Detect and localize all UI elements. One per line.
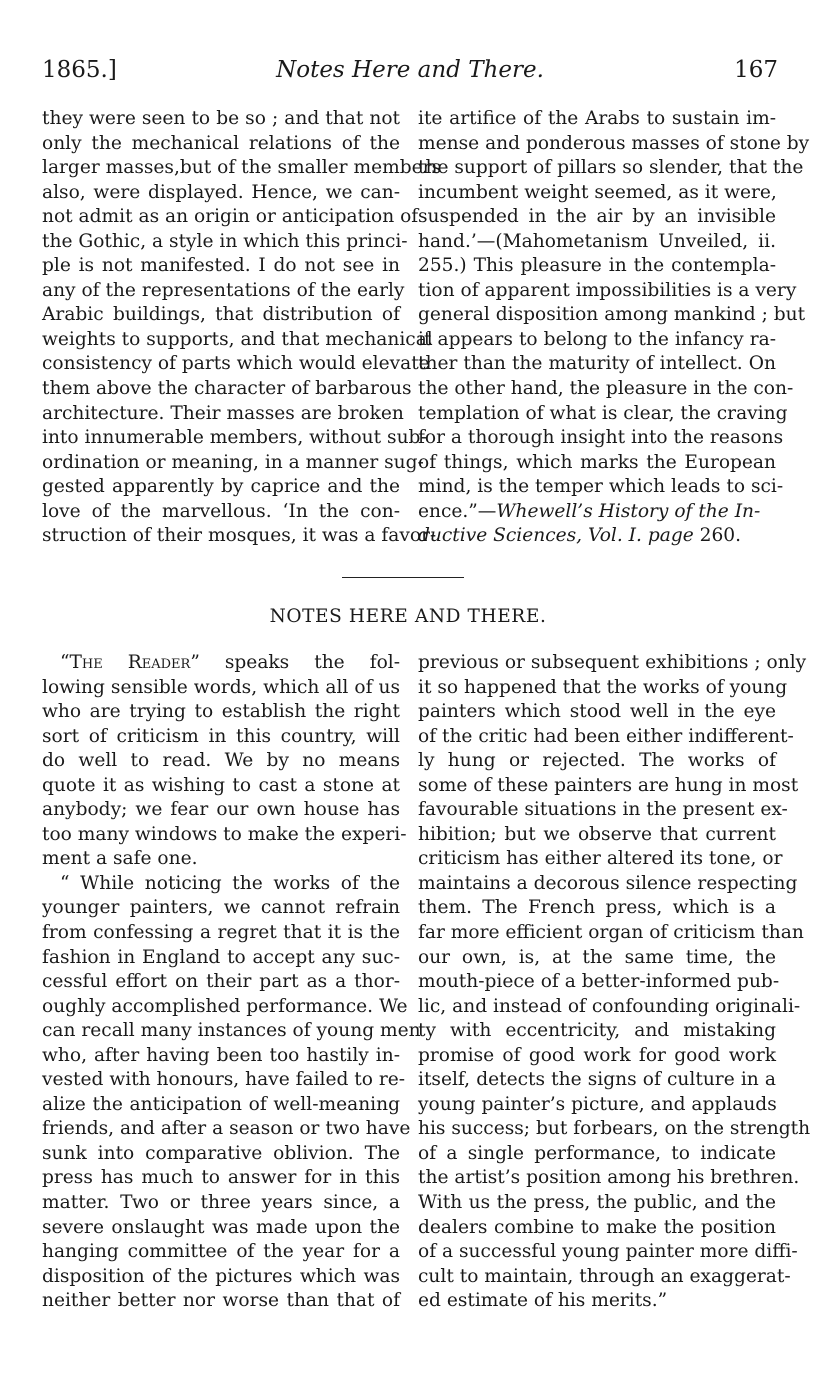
text-line: them above the character of barbarous [42, 378, 412, 400]
text-line: cult to maintain, through an exaggerat- [418, 1265, 791, 1287]
text-line: With us the press, the public, and the [418, 1192, 776, 1214]
text-line: disposition of the pictures which was [42, 1265, 400, 1287]
text-line: into innumerable members, without sub- [42, 427, 427, 449]
text-line: do well to read. We by no means [42, 750, 400, 772]
text-line: love of the marvellous. ‘In the con- [42, 500, 400, 522]
section-heading: NOTES HERE AND THERE. [269, 606, 547, 627]
text-line: only the mechanical relations of the [42, 132, 400, 154]
text-line: struction of their mosques, it was a favor- [42, 525, 437, 547]
text-line: matter. Two or three years since, a [42, 1192, 400, 1214]
bottom-right-column [418, 651, 811, 1314]
text-line: them. The French press, which is a [418, 897, 776, 919]
text-line: ed estimate of his merits.” [418, 1290, 668, 1312]
citation-line-1 [418, 500, 776, 525]
citation-lead: ence.”— [418, 500, 497, 522]
text-line: younger painters, we cannot refrain [42, 897, 400, 919]
text-line: his success; but forbears, on the strength [418, 1118, 811, 1140]
text-line: sort of criticism in this country, will [42, 725, 400, 747]
citation-page: 260. [693, 525, 742, 547]
text-line: neither better nor worse than that of [42, 1290, 400, 1312]
text-line: quote it as wishing to cast a stone at [42, 774, 400, 796]
text-line: can recall many instances of young men [42, 1020, 421, 1042]
text-line: Arabic buildings, that distribution of [42, 304, 400, 326]
text-line: suspended in the air by an invisible [418, 206, 776, 228]
text-line: for a thorough insight into the reasons [418, 427, 784, 449]
text-line: also, were displayed. Hence, we can- [42, 181, 400, 203]
text-line: ordination or meaning, in a manner sug- [42, 451, 424, 473]
text-line: mouth-piece of a better-informed pub- [418, 971, 780, 993]
text-line: larger masses,but of the smaller members [42, 157, 442, 179]
intro-paragraph [42, 676, 407, 872]
text-line: itself, detects the signs of culture in a [418, 1069, 776, 1091]
text-line: anybody; we fear our own house has [42, 799, 400, 821]
text-line: of a successful young painter more diffi- [418, 1241, 798, 1263]
text-line: severe onslaught was made upon the [42, 1216, 400, 1238]
bottom-left-column [42, 651, 421, 1314]
text-line: too many windows to make the experi- [42, 823, 407, 845]
text-line: promise of good work for good work [418, 1044, 776, 1066]
quote-intro-line [42, 651, 400, 676]
header-year: 1865.] [42, 57, 117, 83]
text-line: cessful effort on their part as a thor- [42, 971, 400, 993]
text-line: ther than the maturity of intellect. On [418, 353, 776, 375]
text-line: weights to supports, and that mechanical [42, 328, 433, 350]
text-line: who are trying to establish the right [42, 701, 400, 723]
text-line: our own, is, at the same time, the [418, 946, 776, 968]
text-line: who, after having been too hastily in- [42, 1044, 400, 1066]
running-header [42, 52, 778, 88]
text-line: “ While noticing the works of the [60, 872, 400, 894]
text-line: of things, which marks the European [418, 451, 776, 473]
text-line: tion of apparent impossibilities is a very [418, 279, 797, 301]
text-line: consistency of parts which would elevate [42, 353, 430, 375]
text-line: templation of what is clear, the craving [418, 402, 788, 424]
running-title: Notes Here and There. [276, 57, 544, 83]
section-divider [342, 577, 464, 578]
top-right-lines [418, 107, 810, 500]
text-line: any of the representations of the early [42, 279, 405, 301]
open-quote: “ [60, 652, 70, 673]
quoted-paragraph-left [42, 872, 421, 1314]
intro-rest: ” speaks the fol- [190, 652, 400, 673]
citation-line-2 [418, 524, 776, 549]
text-line: the Gothic, a style in which this princi- [42, 230, 408, 252]
top-left-column [42, 107, 442, 549]
text-line: they were seen to be so ; and that not [42, 108, 400, 129]
text-line: of the critic had been either indifferent- [418, 725, 794, 747]
text-line: young painter’s picture, and applauds [418, 1093, 777, 1115]
text-line: ite artifice of the Arabs to sustain im- [418, 108, 776, 129]
text-line: ple is not manifested. I do not see in [42, 255, 400, 277]
text-line: it appears to belong to the infancy ra- [418, 328, 776, 350]
text-line: lic, and instead of confounding originali- [418, 995, 801, 1017]
text-line: alize the anticipation of well-meaning [42, 1093, 400, 1115]
text-line: mind, is the temper which leads to sci- [418, 476, 784, 498]
text-line: oughly accomplished performance. We [42, 995, 408, 1017]
publication-name: The Reader [69, 652, 191, 673]
text-line: hand.’—(Mahometanism Unveiled, ii. [418, 230, 776, 252]
text-line: maintains a decorous silence respecting [418, 872, 798, 894]
text-line: hibition; but we observe that current [418, 823, 776, 845]
text-line: mense and ponderous masses of stone by [418, 132, 810, 154]
text-line: ty with eccentricity, and mistaking [418, 1020, 776, 1042]
text-line: lowing sensible words, which all of us [42, 676, 400, 698]
page-number: 167 [734, 57, 778, 83]
top-right-column [418, 107, 810, 549]
text-line: far more efficient organ of criticism than [418, 922, 804, 944]
text-line: some of these painters are hung in most [418, 774, 799, 796]
text-line: 255.) This pleasure in the contempla- [418, 255, 776, 277]
text-line: hanging committee of the year for a [42, 1241, 400, 1263]
text-line: the other hand, the pleasure in the con- [418, 378, 794, 400]
text-line: it so happened that the works of young [418, 676, 788, 698]
text-line: vested with honours, have failed to re- [42, 1069, 406, 1091]
text-line: ment a safe one. [42, 848, 198, 870]
text-line: ly hung or rejected. The works of [418, 750, 776, 772]
text-line: friends, and after a season or two have [42, 1118, 411, 1140]
text-line: fashion in England to accept any suc- [42, 946, 400, 968]
text-line: painters which stood well in the eye [418, 701, 776, 723]
text-line: previous or subsequent exhibitions ; only [418, 652, 807, 673]
text-line: not admit as an origin or anticipation of [42, 206, 419, 228]
text-line: dealers combine to make the position [418, 1216, 776, 1238]
text-line: general disposition among mankind ; but [418, 304, 806, 326]
text-line: sunk into comparative oblivion. The [42, 1142, 400, 1164]
text-line: of a single performance, to indicate [418, 1142, 776, 1164]
text-line: gested apparently by caprice and the [42, 476, 400, 498]
text-line: press has much to answer for in this [42, 1167, 400, 1189]
text-line: the support of pillars so slender, that the [418, 157, 804, 179]
text-line: favourable situations in the present ex- [418, 799, 788, 821]
text-line: the artist’s position among his brethren. [418, 1167, 800, 1189]
text-line: from confessing a regret that it is the [42, 922, 400, 944]
text-line: criticism has either altered its tone, or [418, 848, 783, 870]
text-line: architecture. Their masses are broken [42, 402, 404, 424]
citation-title-2: ductive Sciences, Vol. I. page [418, 525, 694, 547]
text-line: incumbent weight seemed, as it were, [418, 181, 777, 203]
citation-title-1: Whewell’s History of the In- [496, 500, 761, 522]
